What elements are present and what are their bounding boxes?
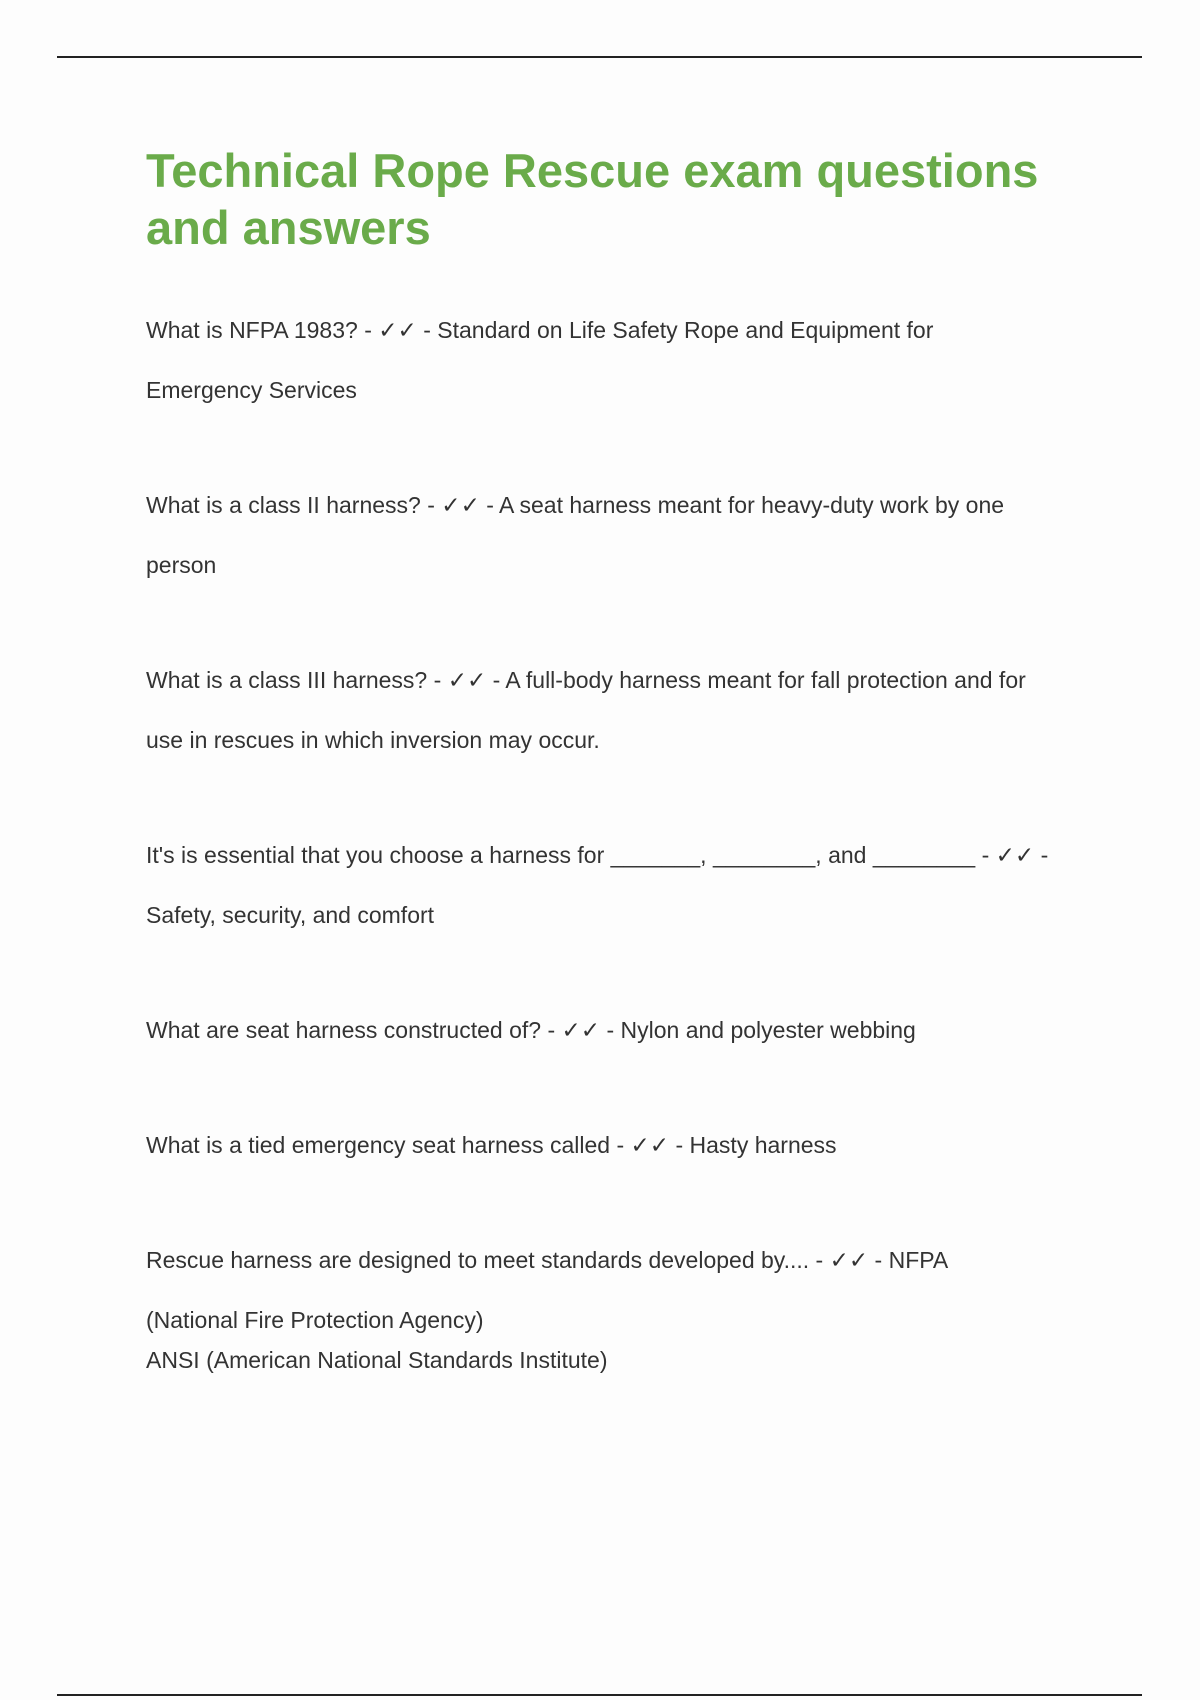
- qa-item: [146, 1000, 1086, 1060]
- bottom-rule: [57, 1694, 1142, 1696]
- qa-line: What is a tied emergency seat harness called - ✓✓ - Hasty harness: [146, 1132, 837, 1158]
- check-icon: ✓✓: [995, 842, 1035, 868]
- qa-item: [146, 825, 1086, 945]
- question-text: What is NFPA 1983?: [146, 317, 358, 343]
- qa-line: It's is essential that you choose a harness for _______, ________, and ________ - ✓✓ -: [146, 842, 1049, 868]
- question-text: What is a class II harness?: [146, 492, 421, 518]
- qa-line: What are seat harness constructed of? - ✓✓ - Nylon and polyester webbing: [146, 1017, 916, 1043]
- question-text: It's is essential that you choose a harness for _______, ________, and ________: [146, 842, 976, 868]
- answer-continuation: person: [146, 552, 217, 578]
- qa-line: What is a class II harness? - ✓✓ - A seat harness meant for heavy-duty work by one: [146, 492, 1005, 518]
- check-icon: ✓✓: [630, 1132, 670, 1158]
- answer-text: A full-body harness meant for fall protection and for: [505, 667, 1026, 693]
- check-icon: ✓✓: [829, 1247, 869, 1273]
- question-text: What is a tied emergency seat harness called: [146, 1132, 611, 1158]
- qa-item: [146, 1230, 1086, 1377]
- qa-line: Rescue harness are designed to meet standards developed by.... - ✓✓ - NFPA: [146, 1247, 949, 1273]
- qa-line: What is NFPA 1983? - ✓✓ - Standard on Life Safety Rope and Equipment for: [146, 317, 934, 343]
- qa-list: [146, 300, 1086, 1377]
- qa-line: What is a class III harness? - ✓✓ - A full-body harness meant for fall protection and for: [146, 667, 1026, 693]
- answer-continuation: Emergency Services: [146, 377, 357, 403]
- answer-text: Standard on Life Safety Rope and Equipment for: [437, 317, 934, 343]
- qa-item: [146, 300, 1086, 420]
- question-text: Rescue harness are designed to meet standards developed by....: [146, 1247, 810, 1273]
- page-title: Technical Rope Rescue exam questions and answers: [146, 144, 1039, 254]
- check-icon: ✓✓: [561, 1017, 601, 1043]
- qa-item: [146, 650, 1086, 770]
- answer-continuation: ANSI (American National Standards Institute): [146, 1347, 608, 1373]
- answer-continuation: (National Fire Protection Agency): [146, 1307, 484, 1333]
- answer-text: A seat harness meant for heavy-duty work by one: [499, 492, 1005, 518]
- answer-text: Safety, security, and comfort: [146, 902, 435, 928]
- answer-text: NFPA: [888, 1247, 949, 1273]
- question-text: What are seat harness constructed of?: [146, 1017, 542, 1043]
- qa-item: [146, 1115, 1086, 1175]
- answer-text: Hasty harness: [689, 1132, 837, 1158]
- check-icon: ✓✓: [447, 667, 487, 693]
- qa-item: [146, 475, 1086, 595]
- answer-text: Nylon and polyester webbing: [620, 1017, 916, 1043]
- answer-continuation: use in rescues in which inversion may occur.: [146, 727, 600, 753]
- top-rule: [57, 56, 1142, 58]
- check-icon: ✓✓: [441, 492, 480, 518]
- question-text: What is a class III harness?: [146, 667, 428, 693]
- check-icon: ✓✓: [378, 317, 417, 343]
